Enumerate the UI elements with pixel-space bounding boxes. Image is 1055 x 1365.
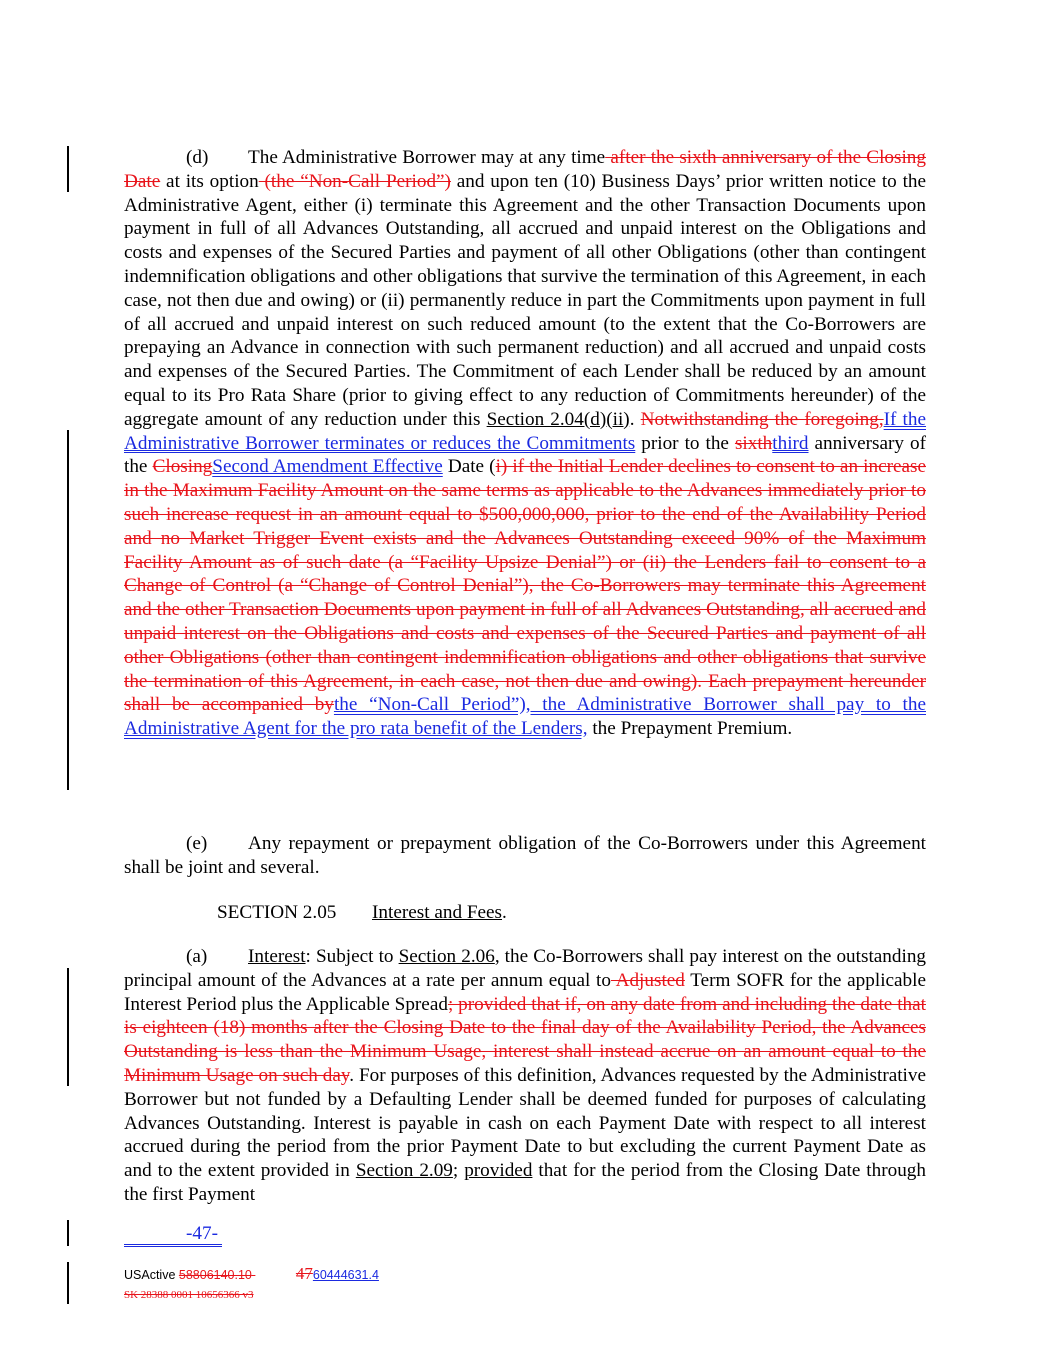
strike-gap [252,1267,296,1283]
deleted-text: Closing [152,456,213,478]
change-bar [67,430,69,790]
deleted-text: Notwithstanding the foregoing, [640,408,884,430]
deleted-text: i) if the Initial Lender declines to consent to an increase in the Maximum Facility Amount on the same terms as applicable to the Advances immediately prior to such increase request in an amount equal to $500,000,000, prior to the end of the Availability Period and no Market Trigger Event exists and the Advances Outstanding exceed 90% of the Maximum Facility Amount as of such date (a “Facility Upsize Denial”) or (ii) the Lenders fail to consent to a Change of Control (a “Change of Control Denial”), the Co-Borrowers may terminate this Agreement and the other Transaction Documents upon payment in full of all Advances Outstanding, all accrued and unpaid interest on the Obligations and costs and expenses of the Secured Parties and payment of all other Obligations (other than contingent indemnification obligations and other obligations that survive the termination of this Agreement, in each case, not then due and owing). Each prepayment hereunder shall be accompanied by [124,456,926,716]
deleted-text: Adjusted [610,969,685,991]
body-text: prior to the [635,432,735,454]
body-text: Date ( [442,456,496,478]
paragraph-d [124,146,926,741]
paragraph-e [124,832,926,880]
section-reference: Section 2.04(d)(ii) [486,408,630,430]
body-text: . [629,408,641,430]
body-text: and upon ten (10) Business Days’ prior written notice to the Administrative Agent, either (i) terminate this Agreement and the other Transaction Documents upon payment in full of all Advances Outstanding, all accrued and unpaid interest on the Obligations and costs and expenses of the Secured Parties and payment of all other Obligations (other than contingent indemnification obligations and other obligations that survive the termination of this Agreement, in each case, not then due and owing) or (ii) permanently reduce in part the Commitments upon payment in full of all accrued and unpaid interest on such reduced amount (to the extent that the Co-Borrowers are prepaying an Advance in connection with such permanent reduction) and all accrued and unpaid costs and expenses of the Secured Parties. The Commitment of each Lender shall be reduced by an amount equal to its Pro Rata Share (prior to giving effect to any reduction of Commitments hereunder) of the aggregate amount of any reduction under this [124,170,927,430]
deleted-text: after the sixth anniversary of the Closing Date [124,147,926,192]
change-bar [67,1262,69,1304]
section-reference: Section 2.06 [398,946,495,967]
body-text: The Administrative Borrower may at any time [248,147,606,168]
footer-sk-ref: SK 28388 0001 10656366 v3 [124,1289,254,1301]
inserted-text: Second Amendment Effective [212,456,443,478]
section-period: . [502,902,507,923]
section-title: Interest and Fees [372,902,503,923]
change-bar [67,968,69,1086]
deleted-text: sixth [734,432,773,454]
body-text: : Subject to [305,946,399,967]
paragraph-label: (a) [186,946,208,967]
body-text: that for the period from the Closing Date through the first Payment [124,1160,926,1205]
doc-prefix: USActive [124,1268,179,1282]
body-text: anniversary of the [124,432,926,478]
provided-term: provided [464,1160,533,1182]
body-text: Any repayment or prepayment obligation of the Co-Borrowers under this Agreement shall be joint and several. [124,833,926,878]
body-text: at its option [160,170,259,192]
body-text: the Prepayment Premium. [587,718,793,740]
body-text: , the Co-Borrowers shall pay interest on the outstanding principal amount of the Advances at a rate per annum equal to [124,946,927,991]
paragraph-label: (e) [186,833,208,854]
interest-heading: Interest [248,946,306,967]
paragraph-label: (d) [186,147,209,168]
section-number: SECTION 2.05 [217,902,337,923]
paragraph-a [124,945,926,1207]
section-reference: Section 2.09 [355,1160,453,1182]
inserted-text: third [772,432,809,454]
page-number-text: -47- [186,1223,218,1244]
body-text: ; [452,1160,465,1182]
inserted-text: the “Non-Call Period”), the Administrative Borrower shall pay to the Administrative Agent for the pro rata benefit of the Lenders, [124,694,926,740]
page-number [124,1222,222,1247]
body-text: Term SOFR for the applicable Interest Period plus the Applicable Spread [124,969,926,1015]
doc-page-ref: 47 [295,1264,313,1283]
deleted-text: (the “Non-Call Period”) [258,170,451,192]
inserted-text: If the Administrative Borrower terminates or reduces the Commitments [124,408,926,454]
doc-new-number: 60444631.4 [312,1268,379,1282]
section-heading [217,901,507,925]
change-bar [67,146,69,192]
doc-old-number: 58806140.10 [178,1268,252,1282]
deleted-text: ; provided that if, on any date from and including the date that is eighteen (18) months after the Closing Date to the final day of the Availability Period, the Advances Outstanding is less than the Minimum Usage, interest shall instead accrue on an amount equal to the Minimum Usage on such day [124,993,926,1086]
body-text: . For purposes of this definition, Advances requested by the Administrative Borrower but not funded by a Defaulting Lender shall be deemed funded for purposes of calculating Advances Outstanding. Interest is payable in cash on each Payment Date with respect to all interest accrued during the period from the prior Payment Date to but excluding the current Payment Date as and to the extent provided in [124,1064,926,1182]
change-bar [67,1220,69,1246]
footer-doc-id [124,1266,379,1283]
